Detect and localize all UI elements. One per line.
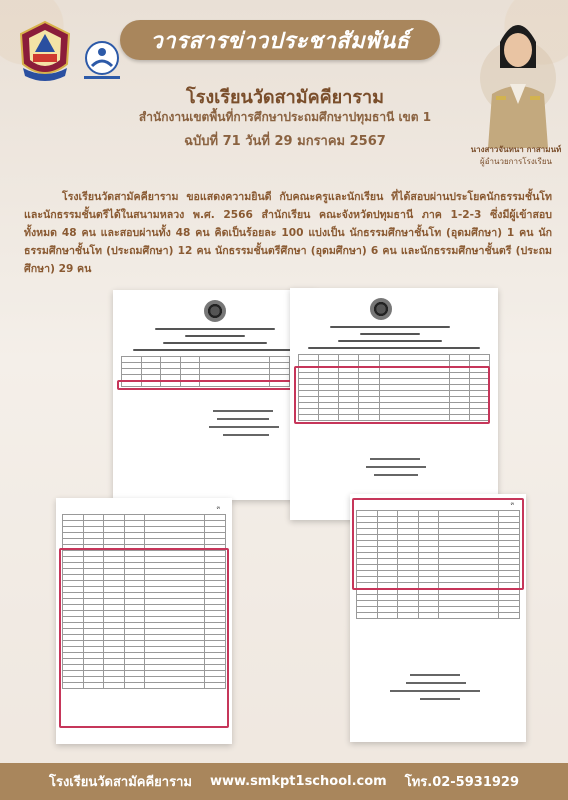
highlight-box xyxy=(352,498,524,590)
announcement-paragraph: โรงเรียนวัดสามัคคียาราม ขอแสดงความยินดี กับคณะครูและนักเรียน ที่ได้สอบผ่านประโยคนักธรรมชั้นโท และนักธรรมชั้นตรีได้ในสนามหลวง พ.ศ. 2566 สำนักเรียน คณะจังหวัดปทุมธานี ภาค 1-2-3 ซึ่งมีผู้เข้าสอบ ทั้งหมด 48 คน และสอบผ่านทั้ง 48 คน คิดเป็นร้อยละ 100 แบ่งเป็น นักธรรมศึกษาชั้นโท (อุดมศึกษา) 1 คน นักธรรมศึกษาชั้นโท (ประถมศึกษา) 12 คน นักธรรมชั้นตรีศึกษา (อุดมศึกษา) 6 คน และนักธรรมศึกษาชั้นตรี (ประถมศึกษา) 29 คน xyxy=(24,191,552,275)
obec-logo-icon xyxy=(80,38,124,82)
exam-result-document xyxy=(290,288,498,520)
newsletter-banner: วารสารข่าวประชาสัมพันธ์ xyxy=(120,20,440,60)
footer-website[interactable]: www.smkpt1school.com xyxy=(209,774,387,789)
office-name: สำนักงานเขตพื้นที่การศึกษาประถมศึกษาปทุมธานี เขต 1 xyxy=(138,110,432,124)
footer-phone: โทร.02-5931929 xyxy=(404,775,519,790)
issue-number: ฉบับที่ 71 วันที่ 29 มกราคม 2567 xyxy=(184,134,386,149)
director-name: นางสาวจันทนา กาสามนท์ xyxy=(470,145,562,154)
school-crest-icon xyxy=(15,20,75,84)
school-name: โรงเรียนวัดสามัคคียาราม xyxy=(186,87,384,108)
seal-icon xyxy=(204,300,226,322)
director-title: ผู้อำนวยการโรงเรียน xyxy=(480,157,552,166)
director-photo xyxy=(478,8,558,148)
footer-bar xyxy=(0,763,568,800)
footer-school: โรงเรียนวัดสามัคคียาราม xyxy=(48,775,192,790)
exam-result-document: ๓ xyxy=(56,498,232,744)
highlight-box xyxy=(117,380,313,390)
exam-result-document xyxy=(113,290,317,500)
highlight-box xyxy=(294,366,490,424)
exam-result-document: ๓ xyxy=(350,494,526,742)
seal-icon xyxy=(370,298,392,320)
highlight-box xyxy=(59,548,229,728)
